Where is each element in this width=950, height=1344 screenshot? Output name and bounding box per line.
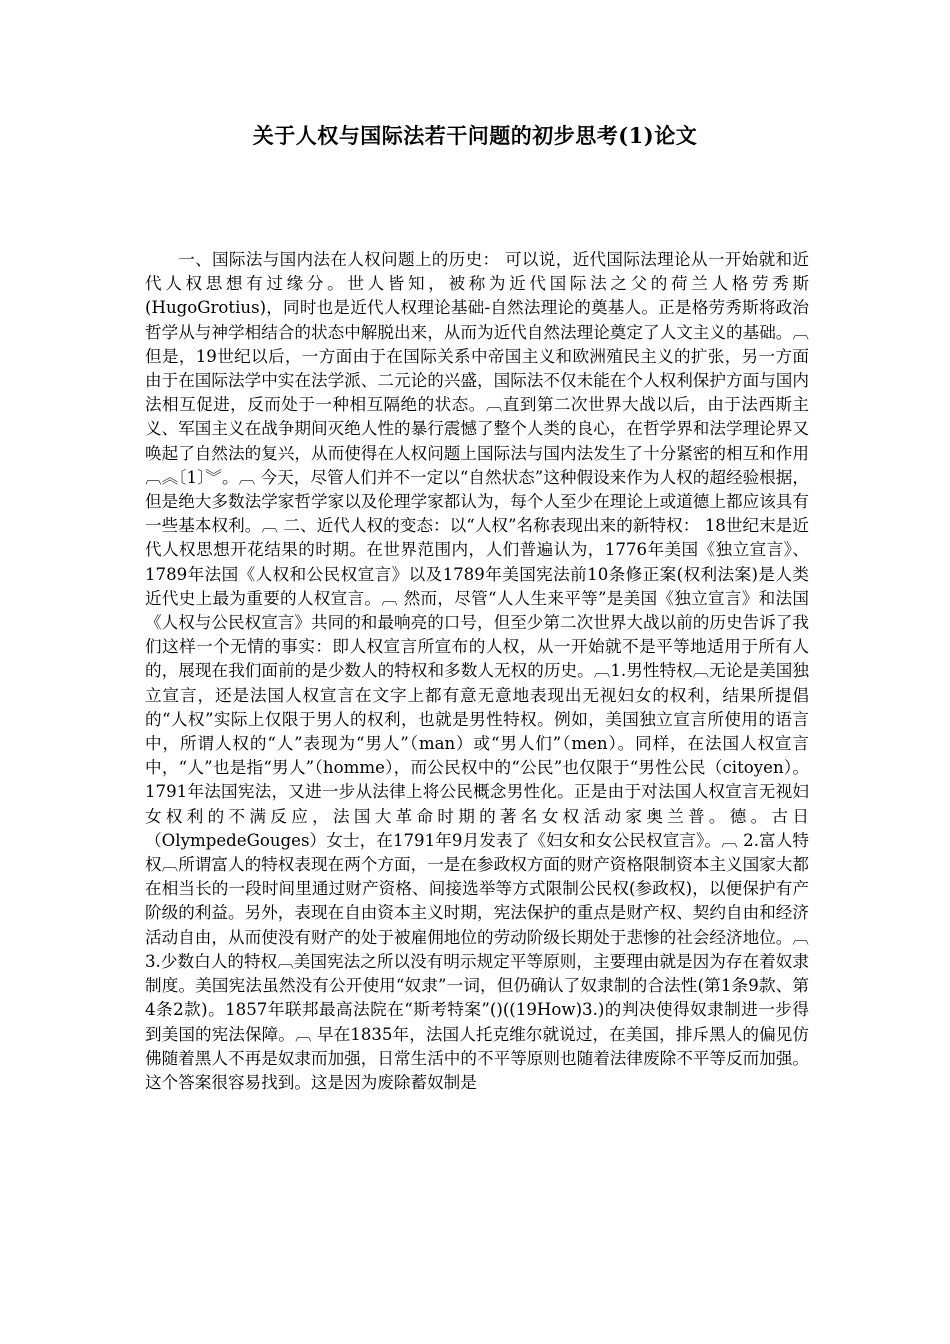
body-text: 一、国际法与国内法在人权问题上的历史： 可以说，近代国际法理论从一开始就和近代人权思想有过缘分。世人皆知，被称为近代国际法之父的荷兰人格劳秀斯(HugoGrotius)，同时也是近代人权理论基础-自然法理论的奠基人。正是格劳秀斯将政治哲学从与神学相结合的状态中解脱出来，从而为近代自然法理论奠定了人文主义的基础。︹ 但是，19世纪以后，一方面由于在国际关系中帝国主义和欧洲殖民主义的扩张，另一方面由于在国际法学中实在法学派、二元论的兴盛，国际法不仅未能在个人权利保护方面与国内法相互促进，反而处于一种相互隔绝的状态。︹直到第二次世界大战以后，由于法西斯主义、军国主义在战争期间灭绝人性的暴行震憾了整个人类的良心，在哲学界和法学理论界又唤起了自然法的复兴，从而使得在人权问题上国际法与国内法发生了十分紧密的相互和作用︹︽〔1〕︾。︹ 今天，尽管人们并不一定以“自然状态”这种假设来作为人权的超经验根据，但是绝大多数法学家哲学家以及伦理学家都认为，每个人至少在理论上或道德上都应该具有一些基本权利。︹ 二、近代人权的变态：以“人权”名称表现出来的新特权： 18世纪末是近代人权思想开花结果的时期。在世界范围内，人们普遍认为，1776年美国《独立宣言》、1789年法国《人权和公民权宣言》以及1789年美国宪法前10条修正案(权利法案)是人类近代史上最为重要的人权宣言。︹ 然而，尽管“人人生来平等”是美国《独立宣言》和法国《人权与公民权宣言》共同的和最响亮的口号，但至少第二次世界大战以前的历史告诉了我们这样一个无情的事实：即人权宣言所宣布的人权，从一开始就不是平等地适用于所有人的，展现在我们面前的是少数人的特权和多数人无权的历史。︹1.男性特权︹无论是美国独立宣言，还是法国人权宣言在文字上都有意无意地表现出无视妇女的权利，结果所提倡的“人权”实际上仅限于男人的权利，也就是男性特权。例如，美国独立宣言所使用的语言中，所谓人权的“人”表现为“男人”（man）或“男人们”（men）。同样，在法国人权宣言中，“人”也是指“男人”（homme），而公民权中的“公民”也仅限于“男性公民（citoyen）。1791年法国宪法，又进一步从法律上将公民概念男性化。正是由于对法国人权宣言无视妇女权利的不满反应，法国大革命时期的著名女权活动家奥兰普。德。古日（OlympedeGouges）女士，在1791年9月发表了《妇女和女公民权宣言》。︹ 2.富人特权︹所谓富人的特权表现在两个方面，一是在参政权方面的财产资格限制资本主义国家大都在相当长的一段时间里通过财产资格、间接选举等方式限制公民权(参政权)，以便保护有产阶级的利益。另外，表现在自由资本主义时期，宪法保护的重点是财产权、契约自由和经济活动自由，从而使没有财产的处于被雇佣地位的劳动阶级长期处于悲惨的社会经济地位。︹ 3.少数白人的特权︹美国宪法之所以没有明示规定平等原则，主要理由就是因为存在着奴隶制度。美国宪法虽然没有公开使用“奴隶”一词，但仍确认了奴隶制的合法性(第1条9款、第4条2款)。1857年联邦最高法院在“斯考特案”()((19How)3.)的判决使得奴隶制进一步得到美国的宪法保障。︹ 早在1835年，法国人托克维尔就说过，在美国，排斥黑人的偏见仿佛随着黑人不再是奴隶而加强，日常生活中的不平等原则也随着法律废除不平等反而加强。这个答案很容易找到。这是因为废除蓄奴制是 [145, 250, 809, 1092]
page-title: 关于人权与国际法若干问题的初步思考(1)论文 [252, 123, 698, 148]
